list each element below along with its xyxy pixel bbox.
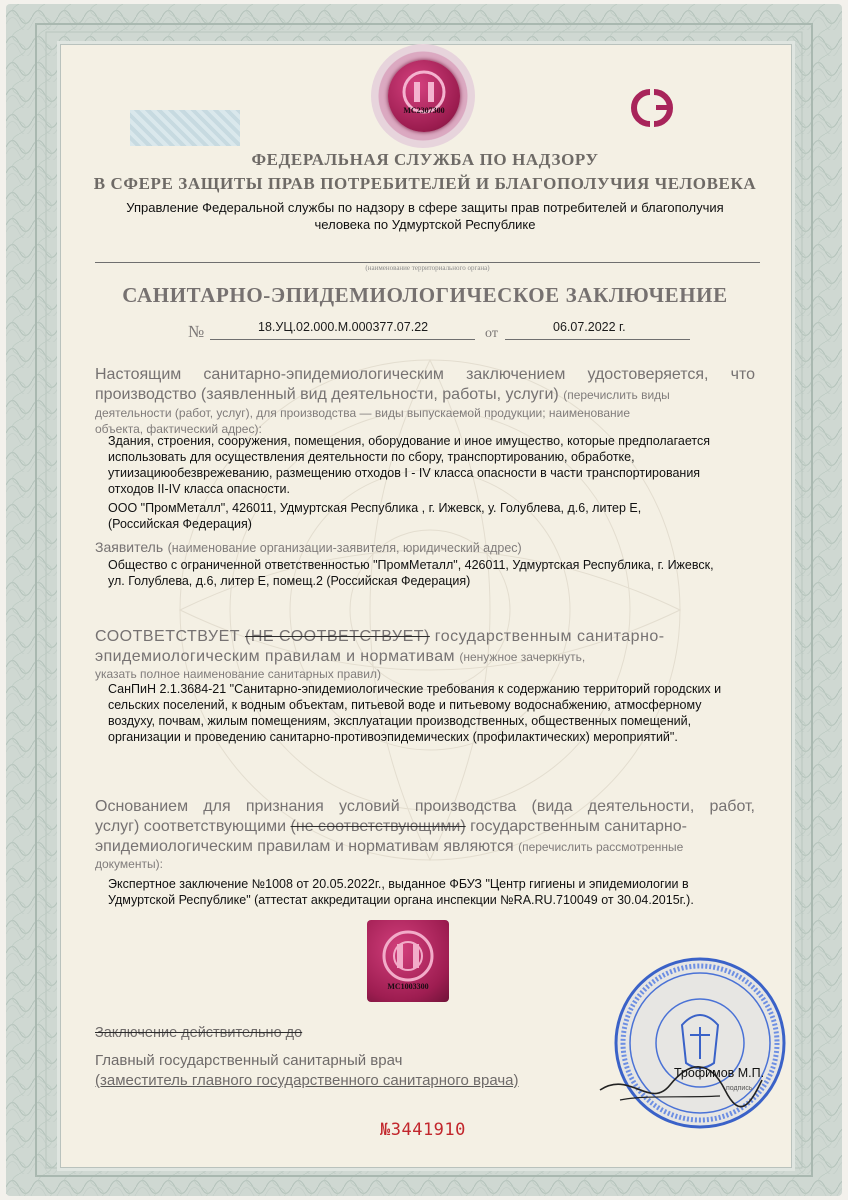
object-line1: ООО "ПромМеталл", 426011, Удмуртская Республика , г. Ижевск, у. Голублева, д.6, литер Е,: [108, 501, 642, 515]
activity-line4: отходов II-IV класса опасности.: [108, 482, 290, 496]
certificate-date: 06.07.2022 г.: [553, 320, 626, 334]
applicant-details: [108, 557, 808, 589]
object-line2: (Российская Федерация): [108, 517, 252, 531]
top-hologram-code: МС2307300: [403, 106, 445, 115]
rules-line1: СанПиН 2.1.3684-21 "Санитарно-эпидемиологические требования к содержанию территорий городских и: [108, 682, 722, 696]
rules-line3: воздуху, почвам, жилым помещениям, эксплуатации производственных, общественных помещений,: [108, 714, 692, 728]
rules-line2: сельских поселений, к водным объектам, питьевой воде и питьевому водоснабжению, атмосферному: [108, 698, 702, 712]
basis-line2: [95, 818, 775, 836]
date-underline: [505, 339, 690, 340]
basis-line3-hint: (перечислить рассмотренные: [518, 840, 684, 854]
signature-caption: подпись: [726, 1085, 753, 1092]
applicant-line1: Общество с ограниченной ответственностью "ПромМеталл", 426011, Удмуртская Республика, г. Ижевск,: [108, 558, 714, 572]
applicant-heading: [95, 538, 522, 557]
basis-documents: [108, 876, 808, 908]
dept-caption: (наименование территориального органа): [365, 264, 490, 272]
basis-doc-line1: Экспертное заключение №1008 от 20.05.2022г., выданное ФБУЗ "Центр гигиены и эпидемиологии в: [108, 877, 689, 891]
conformity-word: СООТВЕТСТВУЕТ: [95, 628, 241, 645]
certify-line2-hint: (перечислить виды: [563, 388, 670, 402]
serial-number: №3441910: [380, 1120, 466, 1140]
document-title: САНИТАРНО-ЭПИДЕМИОЛОГИЧЕСКОЕ ЗАКЛЮЧЕНИЕ: [122, 283, 728, 307]
date-label: от: [485, 326, 498, 341]
applicant-label: Заявитель: [95, 539, 164, 555]
basis-line3: [95, 838, 775, 856]
se-brand-logo: [612, 82, 692, 134]
top-hologram-icon: [388, 60, 460, 132]
certify-line3: деятельности (работ, услуг), для производства — виды выпускаемой продукции; наименование: [95, 406, 631, 420]
basis-line2b: государственным санитарно-: [470, 818, 687, 835]
signatory-deputy-title: (заместитель главного государственного санитарного врача): [95, 1072, 519, 1089]
certify-line2: [95, 386, 755, 404]
dept-line2: человека по Удмуртской Республике: [314, 217, 536, 232]
applicant-hint: (наименование организации-заявителя, юридический адрес): [167, 541, 522, 555]
basis-line3-main: эпидемиологическим правилам и нормативам являются: [95, 838, 514, 855]
certify-line4: объекта, фактический адрес):: [95, 422, 262, 436]
signatory-name: Трофимов М.П.: [674, 1066, 765, 1080]
basis-doc-line2: Удмуртской Республике" (аттестат аккредитации органа инспекции №RA.RU.710049 от 30.04.2015г.).: [108, 893, 694, 907]
object-address: [108, 500, 798, 532]
basis-line4-hint: документы):: [95, 857, 163, 871]
signatory-title: Главный государственный санитарный врач: [95, 1052, 403, 1069]
basis-struck: (не соответствующими): [290, 818, 466, 835]
conformity-line1: [95, 628, 755, 646]
activity-description: [108, 433, 798, 497]
dept-underline: [95, 262, 760, 263]
number-label: №: [188, 322, 205, 341]
certificate-number: 18.УЦ.02.000.М.000377.07.22: [258, 320, 429, 334]
conformity-line2-main: эпидемиологическим правилам и нормативам: [95, 648, 455, 665]
rules-line4: организации и проведению санитарно-противоэпидемических (профилактических) мероприятий".: [108, 730, 678, 744]
basis-line2a: услуг) соответствующими: [95, 818, 287, 835]
conformity-line2: [95, 648, 775, 666]
certify-line1: Настоящим санитарно-эпидемиологическим заключением удостоверяется, что: [95, 366, 755, 383]
dept-line1: Управление Федеральной службы по надзору в сфере защиты прав потребителей и благополучия: [126, 200, 724, 215]
conformity-rest: государственным санитарно-: [434, 628, 665, 645]
conformity-hint1: (ненужное зачеркнуть,: [459, 650, 586, 664]
agency-title-line1: ФЕДЕРАЛЬНАЯ СЛУЖБА ПО НАДЗОРУ: [251, 150, 599, 169]
conformity-struck: (НЕ СООТВЕТСТВУЕТ): [244, 628, 430, 645]
bottom-hologram-code: МС1003300: [387, 982, 429, 991]
activity-line2: использовать для осуществления деятельности по сбору, транспортированию, обработке,: [108, 450, 635, 464]
territorial-department: [95, 199, 755, 233]
sanitary-rules: [108, 681, 808, 745]
number-underline: [210, 339, 475, 340]
validity-label: Заключение действительно до: [95, 1025, 303, 1041]
activity-line1: Здания, строения, сооружения, помещения, оборудование и иное имущество, которые предполагается: [108, 434, 711, 448]
activity-line3: утиизациюобезврежеванию, размещению отходов I - IV класса опасности в части транспортирования: [108, 466, 701, 480]
conformity-hint2: указать полное наименование санитарных правил): [95, 667, 381, 681]
security-hologram-strip: [130, 110, 240, 146]
certify-line2-main: производство (заявленный вид деятельности, работы, услуги): [95, 386, 559, 403]
agency-title-line2: В СФЕРЕ ЗАЩИТЫ ПРАВ ПОТРЕБИТЕЛЕЙ И БЛАГОПОЛУЧИЯ ЧЕЛОВЕКА: [93, 174, 757, 193]
basis-line1: Основанием для признания условий производства (вида деятельности, работ,: [95, 798, 755, 815]
applicant-line2: ул. Голублева, д.6, литер Е, помещ.2 (Российская Федерация): [108, 574, 471, 588]
